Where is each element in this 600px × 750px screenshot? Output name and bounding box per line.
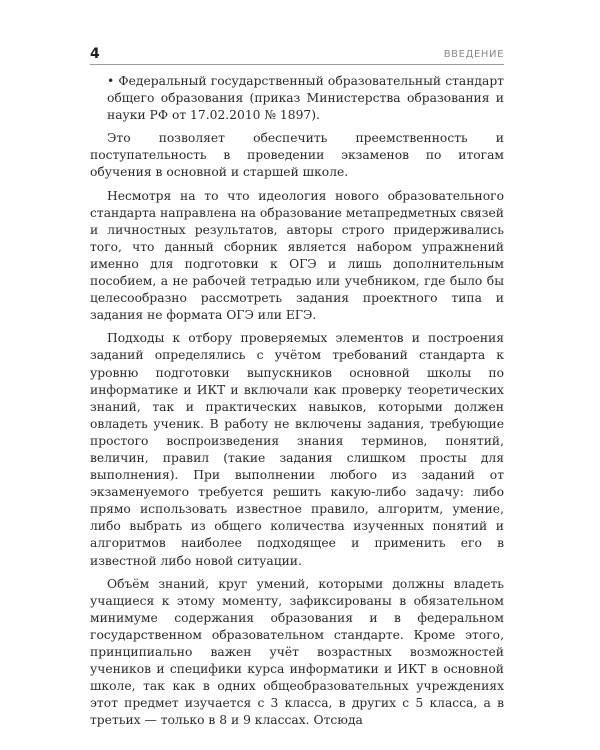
bullet-item: [90, 73, 504, 124]
bullet-text: Федеральный государственный образовательный стандарт общего образования (приказ Министерства образования и науки РФ от 17.02.2010 № 1897).: [107, 74, 504, 123]
section-title: ВВЕДЕНИЕ: [443, 49, 504, 60]
paragraph: Подходы к отбору проверяемых элементов и построения заданий определялись с учётом требований стандарта к уровню подготовки выпускников основной школы по информатике и ИКТ и включали как проверку теоретических знаний, так и практических навыков, которыми должен овладеть ученик. В работу не включены задания, требующие простого воспроизведения знания терминов, понятий, величин, правил (такие задания слишком просты для выполнения). При выполнении любого из заданий от экзаменуемого требуется решить какую-либо задачу: либо прямо использовать известное правило, алгоритм, умение, либо выбрать из общего количества изученных понятий и алгоритмов наиболее подходящее и применить его в известной либо новой ситуации.: [90, 331, 504, 568]
body-text: [90, 73, 504, 735]
paragraph: Это позволяет обеспечить преемственность и поступательность в проведении экзаменов по итогам обучения в основной и старшей школе.: [90, 131, 504, 180]
paragraph: Объём знаний, круг умений, которыми должны владеть учащиеся к этому моменту, зафиксированы в обязательном минимуме содержания образования и в федеральном государственном образовательном стандарте. Кроме этого, принципиально важен учёт возрастных возможностей учеников и специфики курса информатики и ИКТ в основной школе, так как в одних общеобразовательных учреждениях этот предмет изучается с 3 класса, в других с 5 класса, а в третьих — только в 8 и 9 классах. Отсюда: [90, 576, 504, 728]
bullet-mark: •: [107, 74, 115, 88]
paragraph: Несмотря на то что идеология нового образовательного стандарта направлена на образование метапредметных связей и личностных результатов, авторы строго придерживались того, что данный сборник является набором упражнений именно для подготовки к ОГЭ и лишь дополнительным пособием, а не рабочей тетрадью или учебником, где было бы целесообразно рассмотреть задания проектного типа и задания не формата ОГЭ или ЕГЭ.: [90, 188, 504, 323]
header-rule: [90, 64, 504, 65]
page-number: 4: [90, 46, 100, 62]
